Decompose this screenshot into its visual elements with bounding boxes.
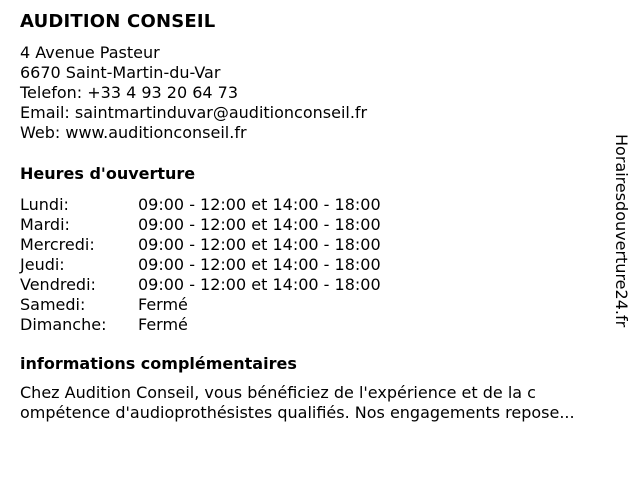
info-line: Chez Audition Conseil, vous bénéficiez de l'expérience et de la c: [20, 383, 536, 402]
hours-table: [20, 195, 381, 335]
hours-heading: Heures d'ouverture: [20, 164, 196, 183]
hours-row-thursday: [20, 255, 381, 275]
hours-row-monday: [20, 195, 381, 215]
day-label: Jeudi:: [20, 255, 65, 274]
hours-row-tuesday: [20, 215, 381, 235]
hours-row-saturday: [20, 295, 381, 315]
time-value: 09:00 - 12:00 et 14:00 - 18:00: [138, 235, 381, 254]
address-line1: 4 Avenue Pasteur: [20, 43, 160, 62]
email-address[interactable]: Email: saintmartinduvar@auditionconseil.fr: [20, 103, 368, 122]
day-label: Mercredi:: [20, 235, 95, 254]
info-paragraph: [20, 383, 620, 423]
day-label: Mardi:: [20, 215, 70, 234]
address-line2: 6670 Saint-Martin-du-Var: [20, 63, 221, 82]
vertical-brand-text: Horairesdouverture24.fr: [612, 134, 631, 328]
time-value: 09:00 - 12:00 et 14:00 - 18:00: [138, 275, 381, 294]
time-value: Fermé: [138, 315, 188, 334]
time-value: Fermé: [138, 295, 188, 314]
time-value: 09:00 - 12:00 et 14:00 - 18:00: [138, 255, 381, 274]
hours-row-wednesday: [20, 235, 381, 255]
phone-number[interactable]: Telefon: +33 4 93 20 64 73: [20, 83, 239, 102]
day-label: Vendredi:: [20, 275, 96, 294]
info-heading: informations complémentaires: [20, 354, 297, 373]
day-label: Lundi:: [20, 195, 69, 214]
info-line: ompétence d'audioprothésistes qualifiés. Nos engagements repose...: [20, 403, 575, 422]
hours-row-sunday: [20, 315, 381, 335]
business-name: AUDITION CONSEIL: [20, 11, 216, 32]
time-value: 09:00 - 12:00 et 14:00 - 18:00: [138, 215, 381, 234]
time-value: 09:00 - 12:00 et 14:00 - 18:00: [138, 195, 381, 214]
contact-block: [20, 43, 367, 143]
day-label: Samedi:: [20, 295, 86, 314]
website-link[interactable]: Web: www.auditionconseil.fr: [20, 123, 247, 142]
day-label: Dimanche:: [20, 315, 107, 334]
hours-row-friday: [20, 275, 381, 295]
